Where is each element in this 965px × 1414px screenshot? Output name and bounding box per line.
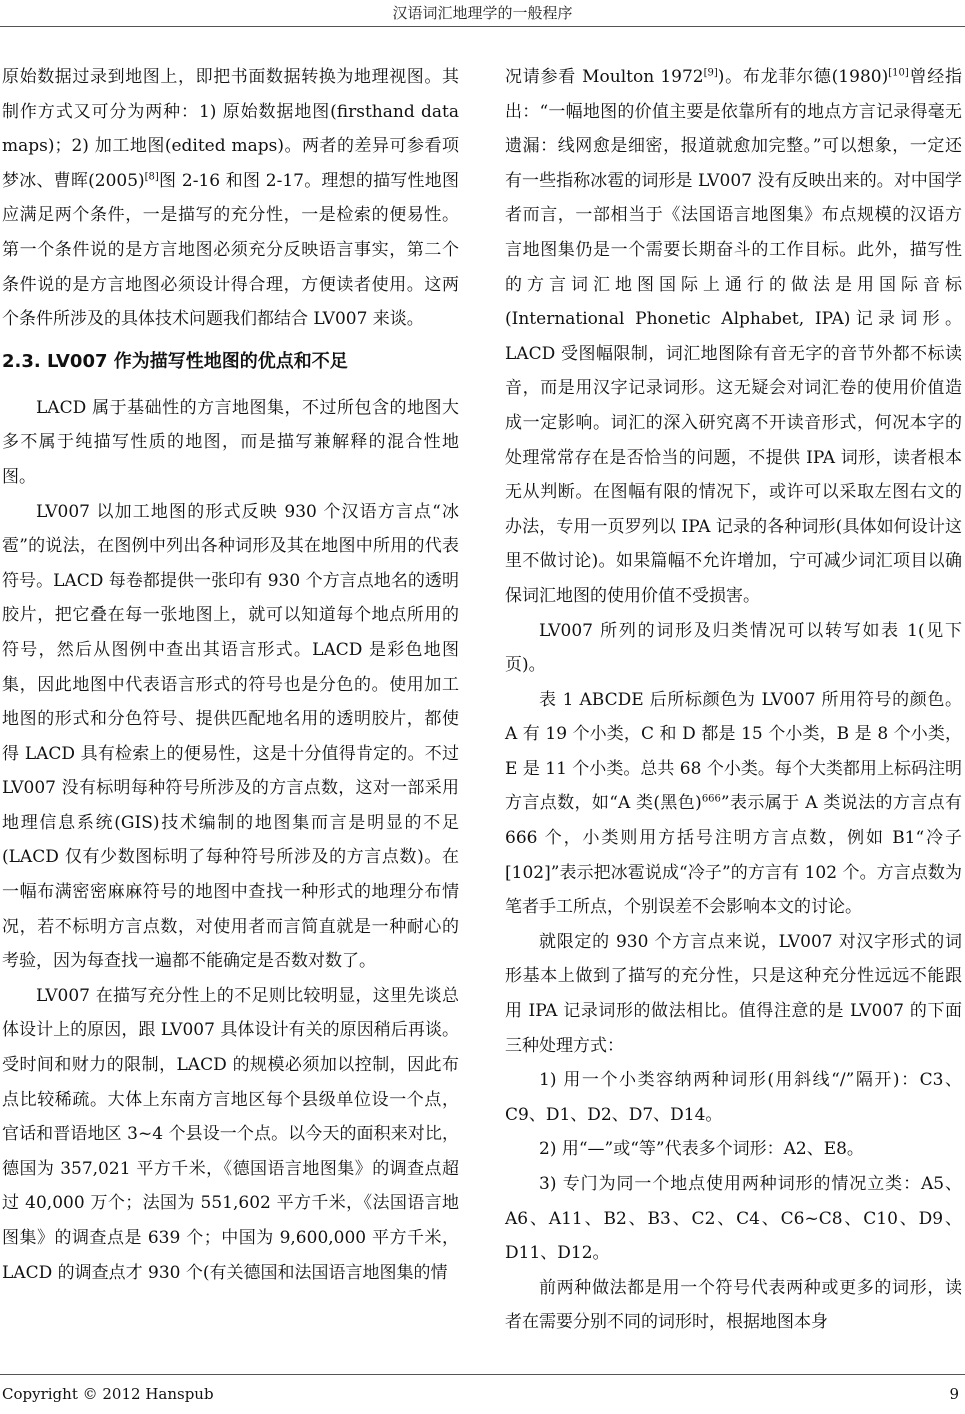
text: )。布龙菲尔德(1980) <box>717 67 889 87</box>
right-paragraph-5: 前两种做法都是用一个符号代表两种或更多的词形，读者在需要分别不同的词形时，根据地图本身 <box>505 1277 962 1333</box>
list-item-2: 2) 用“—”或“等”代表多个词形：A2、E8。 <box>539 1139 864 1160</box>
copyright-text: Copyright © 2012 Hanspub <box>2 1385 214 1403</box>
text: 图 2-16 和图 2-17。理想的描写性地图应满足两个条件，一是描写的充分性，一是检索的便易性。第一个条件说的是方言地图必须充分反映语言事实，第二个条件说的是方言地图必须设计得合理，方便读者使用。这两个条件所涉及的具体技术问题我们都结合 LV007 来谈。 <box>2 170 459 330</box>
left-paragraph-4: LV007 在描写充分性上的不足则比较明显，这里先谈总体设计上的原因，跟 LV007 具体设计有关的原因稍后再谈。受时间和财力的限制，LACD 的规模必须加以控制，因此布点比较稀疏。大体上东南方言地区每个县级单位设一个点，官话和晋语地区 3~4 个县设一个点。以今天的面积来对比，德国为 357,021 平方千米，《德国语言地图集》的调查点超过 40,000 万个；法国为 551,602 平方千米，《法国语言地图集》的调查点是 639 个；中国为 9,600,000 平方千米，LACD 的调查点才 930 个(有关德国和法国语言地图集的情 <box>2 985 459 1283</box>
citation-8[interactable]: [8] <box>144 171 159 183</box>
running-header: 汉语词汇地理学的一般程序 <box>392 4 573 22</box>
list-item-1: 1) 用一个小类容纳两种词形(用斜线“/”隔开)：C3、C9、D1、D2、D7、D14。 <box>505 1070 962 1125</box>
text: 原始数据过录到地图上，即把书面数据转换为地理视图。其制作方式又可分为两种：1) 原始数据地图(firsthand data maps)；2) 加工地图(edited maps)。两者的差异可参看项梦冰、曹晖(2005) <box>2 67 459 191</box>
left-column <box>2 60 459 1290</box>
text: ”表示属于 A 类说法的方言点有 666 个，小类则用方括号注明方言点数，例如 B1“冷子[102]”表示把冰雹说成“冷子”的方言有 102 个。方言点数为笔者手工所点，个别误差不会影响本文的讨论。 <box>505 793 962 918</box>
left-paragraph-2: LACD 属于基础性的方言地图集，不过所包含的地图大多不属于纯描写性质的地图，而是描写兼解释的混合性地图。 <box>2 397 459 487</box>
right-paragraph-2: LV007 所列的词形及归类情况可以转写如表 1(见下页)。 <box>505 620 962 676</box>
superscript-count: 666 <box>701 793 721 805</box>
section-heading: 2.3. LV007 作为描写性地图的优点和不足 <box>2 350 348 372</box>
left-paragraph-1 <box>2 60 459 337</box>
text: 表 1 ABCDE 后所标颜色为 LV007 所用符号的颜色。A 有 19 个小类，C 和 D 都是 15 个小类，B 是 8 个小类，E 是 11 个小类。总共 68 个小类。每个大类都用上标码注明方言点数，如“A 类(黑色) <box>505 689 962 814</box>
right-paragraph-4: 就限定的 930 个方言点来说，LV007 对汉字形式的词形基本上做到了描写的充分性，只是这种充分性远远不能跟用 IPA 记录词形的做法相比。值得注意的是 LV007 的下面三种处理方式： <box>505 931 962 1056</box>
citation-10[interactable]: [10] <box>888 67 909 79</box>
left-paragraph-3: LV007 以加工地图的形式反映 930 个汉语方言点“冰雹”的说法，在图例中列出各种词形及其在地图中所用的代表符号。LACD 每卷都提供一张印有 930 个方言点地名的透明胶片，把它叠在每一张地图上，就可以知道每个地点所用的符号，然后从图例中查出其语言形式。LACD 是彩色地图集，因此地图中代表语言形式的符号也是分色的。使用加工地图的形式和分色符号、提供匹配地名用的透明胶片，都使得 LACD 具有检索上的便易性，这是十分值得肯定的。不过 LV007 没有标明每种符号所涉及的方言点数，这对一部采用地理信息系统(GIS)技术编制的地图集而言是明显的不足(LACD 仅有少数图标明了每种符号所涉及的方言点数)。在一幅布满密密麻麻符号的地图中查找一种形式的地理分布情况，若不标明方言点数，对使用者而言简直就是一种耐心的考验，因为每查找一遍都不能确定是否数对数了。 <box>2 501 459 972</box>
right-column <box>505 60 962 1340</box>
citation-9[interactable]: [9] <box>703 67 718 79</box>
header-divider <box>0 26 965 27</box>
list-item-3: 3) 专门为同一个地点使用两种词形的情况立类：A5、A6、A11、B2、B3、C2、C4、C6~C8、C10、D9、D11、D12。 <box>505 1174 962 1264</box>
text: 曾经指出：“一幅地图的价值主要是依靠所有的地点方言记录得毫无遗漏：线网愈是细密，报道就愈加完整。”可以想象，一定还有一些指称冰雹的词形是 LV007 没有反映出来的。对中国学者而言，一部相当于《法国语言地图集》布点规模的汉语方言地图集仍是一个需要长期奋斗的工作目标。此外，描写性的方言词汇地图国际上通行的做法是用国际音标(International Phonetic Alphabet, IPA)记录词形。LACD 受图幅限制，词汇地图除有音无字的音节外都不标读音，而是用汉字记录词形。这无疑会对词汇卷的使用价值造成一定影响。词汇的深入研究离不开读音形式，何况本字的处理常常存在是否恰当的问题，不提供 IPA 词形，读者根本无从判断。在图幅有限的情况下，或许可以采取左图右文的办法，专用一页罗列以 IPA 记录的各种词形(具体如何设计这里不做讨论)。如果篇幅不允许增加，宁可减少词汇项目以确保词汇地图的使用价值不受损害。 <box>505 67 962 606</box>
page-number: 9 <box>949 1385 959 1403</box>
right-paragraph-3 <box>505 683 962 925</box>
right-paragraph-1 <box>505 60 962 614</box>
text: 况请参看 Moulton 1972 <box>505 67 704 87</box>
footer-divider <box>0 1374 965 1375</box>
